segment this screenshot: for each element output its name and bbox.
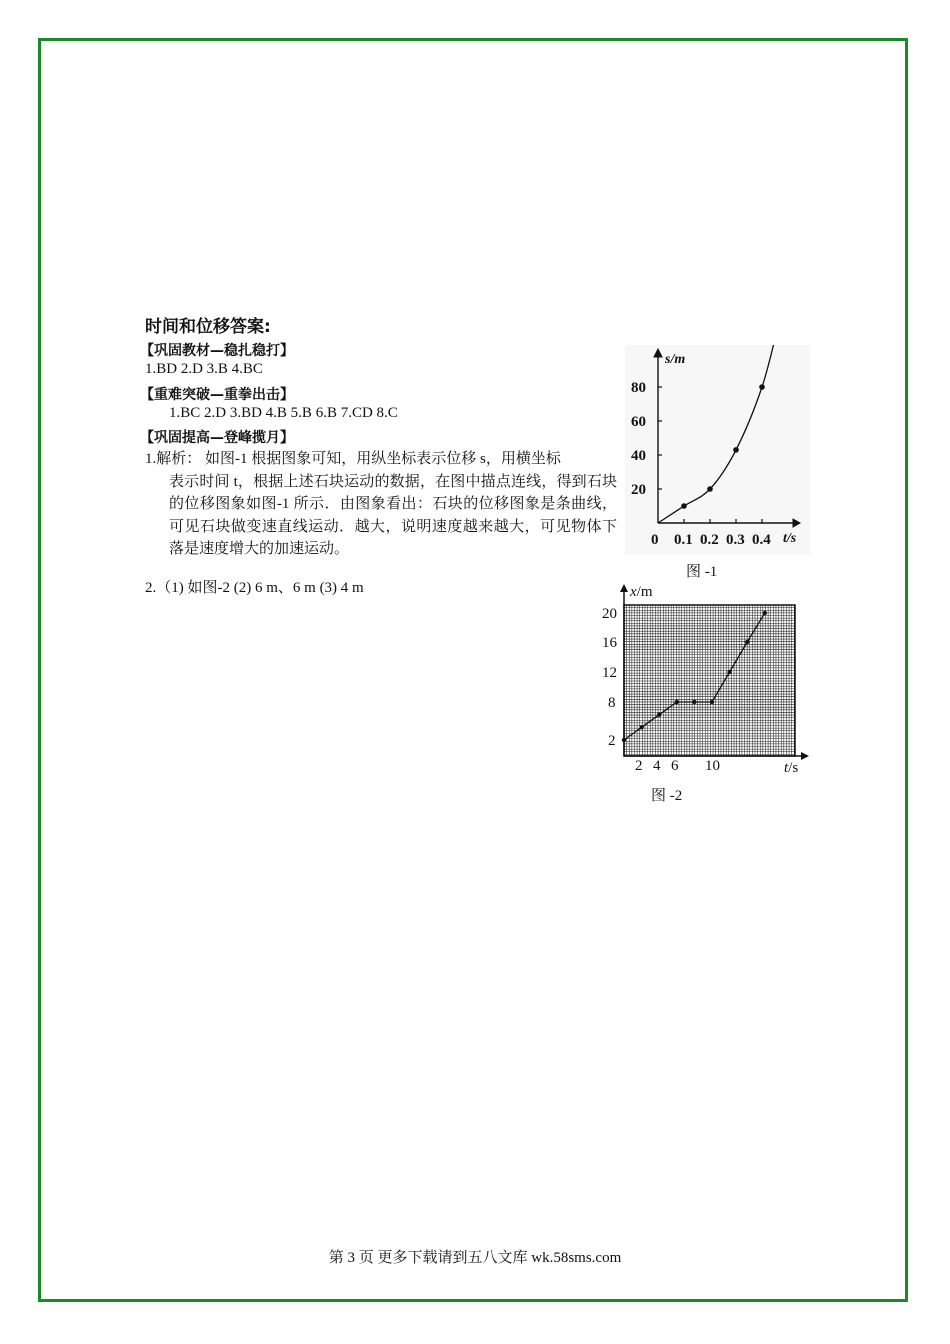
figure-2-chart <box>595 580 810 780</box>
x-tick-label: 0.2 <box>700 532 719 548</box>
answer-paragraph-2: 2.（1) 如图-2 (2) 6 m、6 m (3) 4 m <box>145 580 364 596</box>
data-point <box>710 700 714 704</box>
y-tick-label: 8 <box>608 695 616 711</box>
answer-1-first-line: 1.解析： 如图-1 根据图象可知，用纵坐标表示位移 s，用横坐标 <box>145 451 561 467</box>
data-point <box>692 700 696 704</box>
y-tick-label: 20 <box>631 482 646 498</box>
data-point <box>745 640 749 644</box>
data-point <box>763 611 767 615</box>
y-axis-label: s/m <box>665 352 686 367</box>
page-footer: 第 3 页 更多下载请到五八文库 wk.58sms.com <box>328 1250 622 1266</box>
data-point <box>733 447 739 453</box>
x-tick-label: 2 <box>635 758 643 774</box>
figure-1-chart <box>625 345 810 555</box>
section-heading-2: 【重难突破—重拳出击】 <box>140 387 294 403</box>
page-title: 时间和位移答案: <box>145 317 271 337</box>
x-axis-label: t/s <box>783 531 797 546</box>
x-tick-label: 0.4 <box>752 532 771 548</box>
x-tick-label: 0.3 <box>726 532 745 548</box>
figure-2-caption: 图 -2 <box>651 788 683 804</box>
y-tick-label: 16 <box>602 635 617 651</box>
y-tick-label: 20 <box>602 606 617 622</box>
answers-section-2: 1.BC 2.D 3.BD 4.B 5.B 6.B 7.CD 8.C <box>169 405 398 421</box>
x-axis-arrow <box>801 752 809 760</box>
x-axis-label: t/s <box>784 760 799 776</box>
answer-1-continuation: 表示时间 t，根据上述石块运动的数据，在图中描点连线，得到石块的位移图象如图-1 所示．由图象看出：石块的位移图象是条曲线，可见石块做变速直线运动．越大，说明速度越来越大，可见物体下落是速度增大的加速运动。 <box>169 473 617 558</box>
y-tick-label: 12 <box>602 665 617 681</box>
section-heading-3: 【巩固提高—登峰揽月】 <box>140 430 294 446</box>
data-point <box>675 700 679 704</box>
x-tick-label: 6 <box>671 758 679 774</box>
x-tick-label: 10 <box>705 758 720 774</box>
data-point <box>657 712 661 716</box>
data-point <box>681 503 687 509</box>
data-point <box>707 486 713 492</box>
y-tick-label: 2 <box>608 733 616 749</box>
x-tick-label: 4 <box>653 758 661 774</box>
section-heading-1: 【巩固教材—稳扎稳打】 <box>140 343 294 359</box>
y-axis-label: x/m <box>630 584 653 600</box>
data-point <box>727 670 731 674</box>
x-tick-label: 0 <box>651 532 659 548</box>
data-point <box>759 384 765 390</box>
x-tick-label: 0.1 <box>674 532 693 548</box>
answers-section-1: 1.BD 2.D 3.B 4.BC <box>145 361 263 377</box>
figure-1-caption: 图 -1 <box>686 564 718 580</box>
y-tick-label: 40 <box>631 448 646 464</box>
data-point <box>639 725 643 729</box>
y-tick-label: 80 <box>631 380 646 396</box>
y-tick-label: 60 <box>631 414 646 430</box>
data-point <box>622 738 626 742</box>
y-axis-arrow <box>620 584 628 592</box>
answer-paragraph-1 <box>145 448 617 561</box>
